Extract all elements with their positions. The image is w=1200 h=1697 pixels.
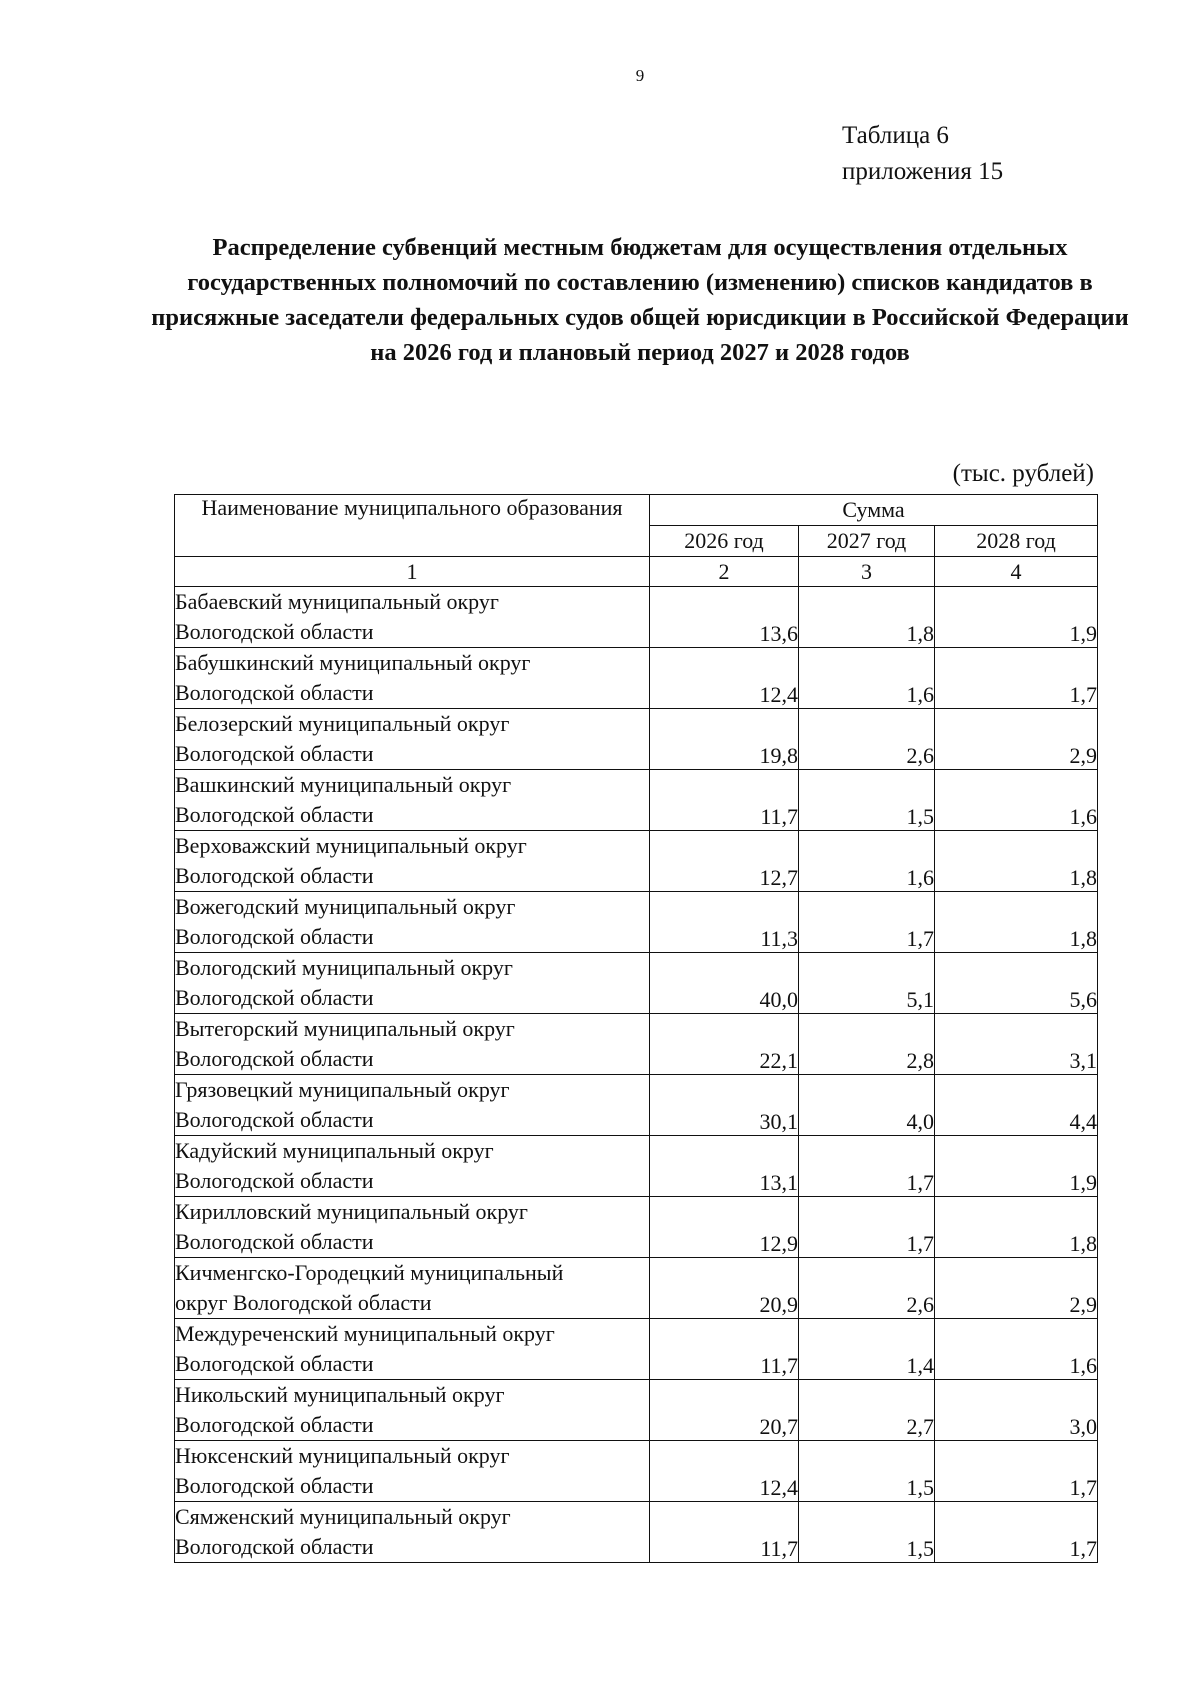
- municipality-name-line2: Вологодской области: [175, 619, 374, 644]
- amount-2026: 11,3: [650, 892, 799, 953]
- table-body: [175, 587, 1098, 1563]
- amount-2027: 4,0: [799, 1075, 935, 1136]
- table-row: [175, 1258, 1098, 1319]
- document-title: Распределение субвенций местным бюджетам для осуществления отдельных государственных полномочий по составлению (изменению) списков кандидатов в присяжные заседатели федеральных судов общей юрисдикции в Российской Федерации на 2026 год и плановый период 2027 и 2028 годов: [151, 234, 1129, 366]
- municipality-name-line1: Верховажский муниципальный округ: [175, 833, 527, 858]
- municipality-name: [175, 1197, 650, 1258]
- municipality-name-line1: Вологодский муниципальный округ: [175, 955, 513, 980]
- municipality-name-line2: Вологодской области: [175, 1412, 374, 1437]
- municipality-name: [175, 1136, 650, 1197]
- amount-2027: 1,7: [799, 892, 935, 953]
- amount-2028: 5,6: [935, 953, 1098, 1014]
- amount-2028: 1,8: [935, 1197, 1098, 1258]
- amount-2027: 1,4: [799, 1319, 935, 1380]
- amount-2028: 1,9: [935, 587, 1098, 648]
- amount-2026: 13,1: [650, 1136, 799, 1197]
- municipality-name: [175, 709, 650, 770]
- amount-2027: 1,7: [799, 1136, 935, 1197]
- municipality-name-line2: Вологодской области: [175, 1229, 374, 1254]
- amount-2026: 12,4: [650, 1441, 799, 1502]
- table-row: [175, 1319, 1098, 1380]
- municipality-name-line1: Бабушкинский муниципальный округ: [175, 650, 531, 675]
- header-name-column: Наименование муниципального образования: [175, 495, 650, 557]
- amount-2027: 1,6: [799, 648, 935, 709]
- table-reference: [842, 118, 1003, 190]
- municipality-name: [175, 1502, 650, 1563]
- table-row: [175, 1014, 1098, 1075]
- municipality-name-line1: Кичменгско-Городецкий муниципальный: [175, 1260, 564, 1285]
- amount-2028: 3,1: [935, 1014, 1098, 1075]
- table-row: [175, 1441, 1098, 1502]
- amount-2026: 30,1: [650, 1075, 799, 1136]
- header-year-2026: 2026 год: [650, 526, 799, 557]
- amount-2026: 11,7: [650, 1502, 799, 1563]
- table-row: [175, 1380, 1098, 1441]
- table-row: [175, 1136, 1098, 1197]
- municipality-name: [175, 953, 650, 1014]
- municipality-name-line1: Вытегорский муниципальный округ: [175, 1016, 515, 1041]
- municipality-name: [175, 648, 650, 709]
- column-number: 1: [175, 557, 650, 587]
- table-row: [175, 892, 1098, 953]
- amount-2027: 2,6: [799, 709, 935, 770]
- municipality-name-line1: Междуреченский муниципальный округ: [175, 1321, 555, 1346]
- table-row: [175, 770, 1098, 831]
- header-sum-column: Сумма: [650, 495, 1098, 526]
- municipality-name-line1: Бабаевский муниципальный округ: [175, 589, 499, 614]
- municipality-name-line2: Вологодской области: [175, 1351, 374, 1376]
- table-row: [175, 831, 1098, 892]
- municipality-name-line2: Вологодской области: [175, 741, 374, 766]
- municipality-name-line2: Вологодской области: [175, 985, 374, 1010]
- amount-2028: 2,9: [935, 709, 1098, 770]
- amount-2026: 20,9: [650, 1258, 799, 1319]
- municipality-name-line1: Вожегодский муниципальный округ: [175, 894, 516, 919]
- amount-2027: 1,6: [799, 831, 935, 892]
- amount-2026: 20,7: [650, 1380, 799, 1441]
- amount-2028: 4,4: [935, 1075, 1098, 1136]
- table-row: [175, 1502, 1098, 1563]
- amount-2028: 1,8: [935, 831, 1098, 892]
- municipality-name-line1: Вашкинский муниципальный округ: [175, 772, 512, 797]
- municipality-name: [175, 1075, 650, 1136]
- municipality-name: [175, 1258, 650, 1319]
- municipality-name-line2: Вологодской области: [175, 1107, 374, 1132]
- amount-2026: 12,7: [650, 831, 799, 892]
- amount-2027: 1,5: [799, 770, 935, 831]
- amount-2026: 12,4: [650, 648, 799, 709]
- amount-2028: 3,0: [935, 1380, 1098, 1441]
- municipality-name: [175, 587, 650, 648]
- municipality-name-line2: Вологодской области: [175, 1046, 374, 1071]
- amount-2027: 1,7: [799, 1197, 935, 1258]
- amount-2026: 19,8: [650, 709, 799, 770]
- amount-2027: 1,5: [799, 1441, 935, 1502]
- table-row: [175, 953, 1098, 1014]
- municipality-name-line1: Белозерский муниципальный округ: [175, 711, 510, 736]
- column-number: 4: [935, 557, 1098, 587]
- municipality-name: [175, 770, 650, 831]
- table-ref-line1: Таблица 6: [842, 122, 949, 149]
- municipality-name-line1: Сямженский муниципальный округ: [175, 1504, 511, 1529]
- subvention-table: [174, 494, 1098, 1563]
- amount-2026: 13,6: [650, 587, 799, 648]
- table-header: [175, 495, 1098, 587]
- municipality-name-line1: Никольский муниципальный округ: [175, 1382, 505, 1407]
- amount-2026: 11,7: [650, 770, 799, 831]
- amount-2028: 1,6: [935, 770, 1098, 831]
- amount-2028: 2,9: [935, 1258, 1098, 1319]
- table-row: [175, 709, 1098, 770]
- column-number: 2: [650, 557, 799, 587]
- amount-2028: 1,7: [935, 1502, 1098, 1563]
- municipality-name-line2: Вологодской области: [175, 1534, 374, 1559]
- municipality-name-line2: Вологодской области: [175, 924, 374, 949]
- municipality-name-line1: Нюксенский муниципальный округ: [175, 1443, 510, 1468]
- table-row: [175, 1197, 1098, 1258]
- amount-2028: 1,9: [935, 1136, 1098, 1197]
- column-number: 3: [799, 557, 935, 587]
- amount-2027: 2,8: [799, 1014, 935, 1075]
- table-ref-line2: приложения 15: [842, 158, 1004, 185]
- table-row: [175, 648, 1098, 709]
- amount-2027: 2,6: [799, 1258, 935, 1319]
- municipality-name-line2: Вологодской области: [175, 680, 374, 705]
- amount-2026: 40,0: [650, 953, 799, 1014]
- municipality-name-line1: Кирилловский муниципальный округ: [175, 1199, 528, 1224]
- municipality-name-line2: округ Вологодской области: [175, 1290, 432, 1315]
- table-row: [175, 587, 1098, 648]
- unit-label: (тыс. рублей): [952, 460, 1094, 487]
- municipality-name: [175, 1319, 650, 1380]
- municipality-name-line1: Кадуйский муниципальный округ: [175, 1138, 494, 1163]
- municipality-name: [175, 1014, 650, 1075]
- amount-2027: 5,1: [799, 953, 935, 1014]
- amount-2026: 12,9: [650, 1197, 799, 1258]
- municipality-name-line1: Грязовецкий муниципальный округ: [175, 1077, 510, 1102]
- municipality-name: [175, 831, 650, 892]
- amount-2027: 2,7: [799, 1380, 935, 1441]
- amount-2028: 1,7: [935, 1441, 1098, 1502]
- municipality-name-line2: Вологодской области: [175, 1168, 374, 1193]
- municipality-name-line2: Вологодской области: [175, 1473, 374, 1498]
- municipality-name-line2: Вологодской области: [175, 863, 374, 888]
- column-number-row: [175, 557, 1098, 587]
- amount-2027: 1,8: [799, 587, 935, 648]
- table-row: [175, 1075, 1098, 1136]
- municipality-name: [175, 1441, 650, 1502]
- municipality-name: [175, 892, 650, 953]
- amount-2027: 1,5: [799, 1502, 935, 1563]
- municipality-name: [175, 1380, 650, 1441]
- amount-2028: 1,7: [935, 648, 1098, 709]
- amount-2028: 1,6: [935, 1319, 1098, 1380]
- amount-2026: 11,7: [650, 1319, 799, 1380]
- page-number: 9: [635, 66, 645, 85]
- header-year-2027: 2027 год: [799, 526, 935, 557]
- header-year-2028: 2028 год: [935, 526, 1098, 557]
- amount-2028: 1,8: [935, 892, 1098, 953]
- municipality-name-line2: Вологодской области: [175, 802, 374, 827]
- amount-2026: 22,1: [650, 1014, 799, 1075]
